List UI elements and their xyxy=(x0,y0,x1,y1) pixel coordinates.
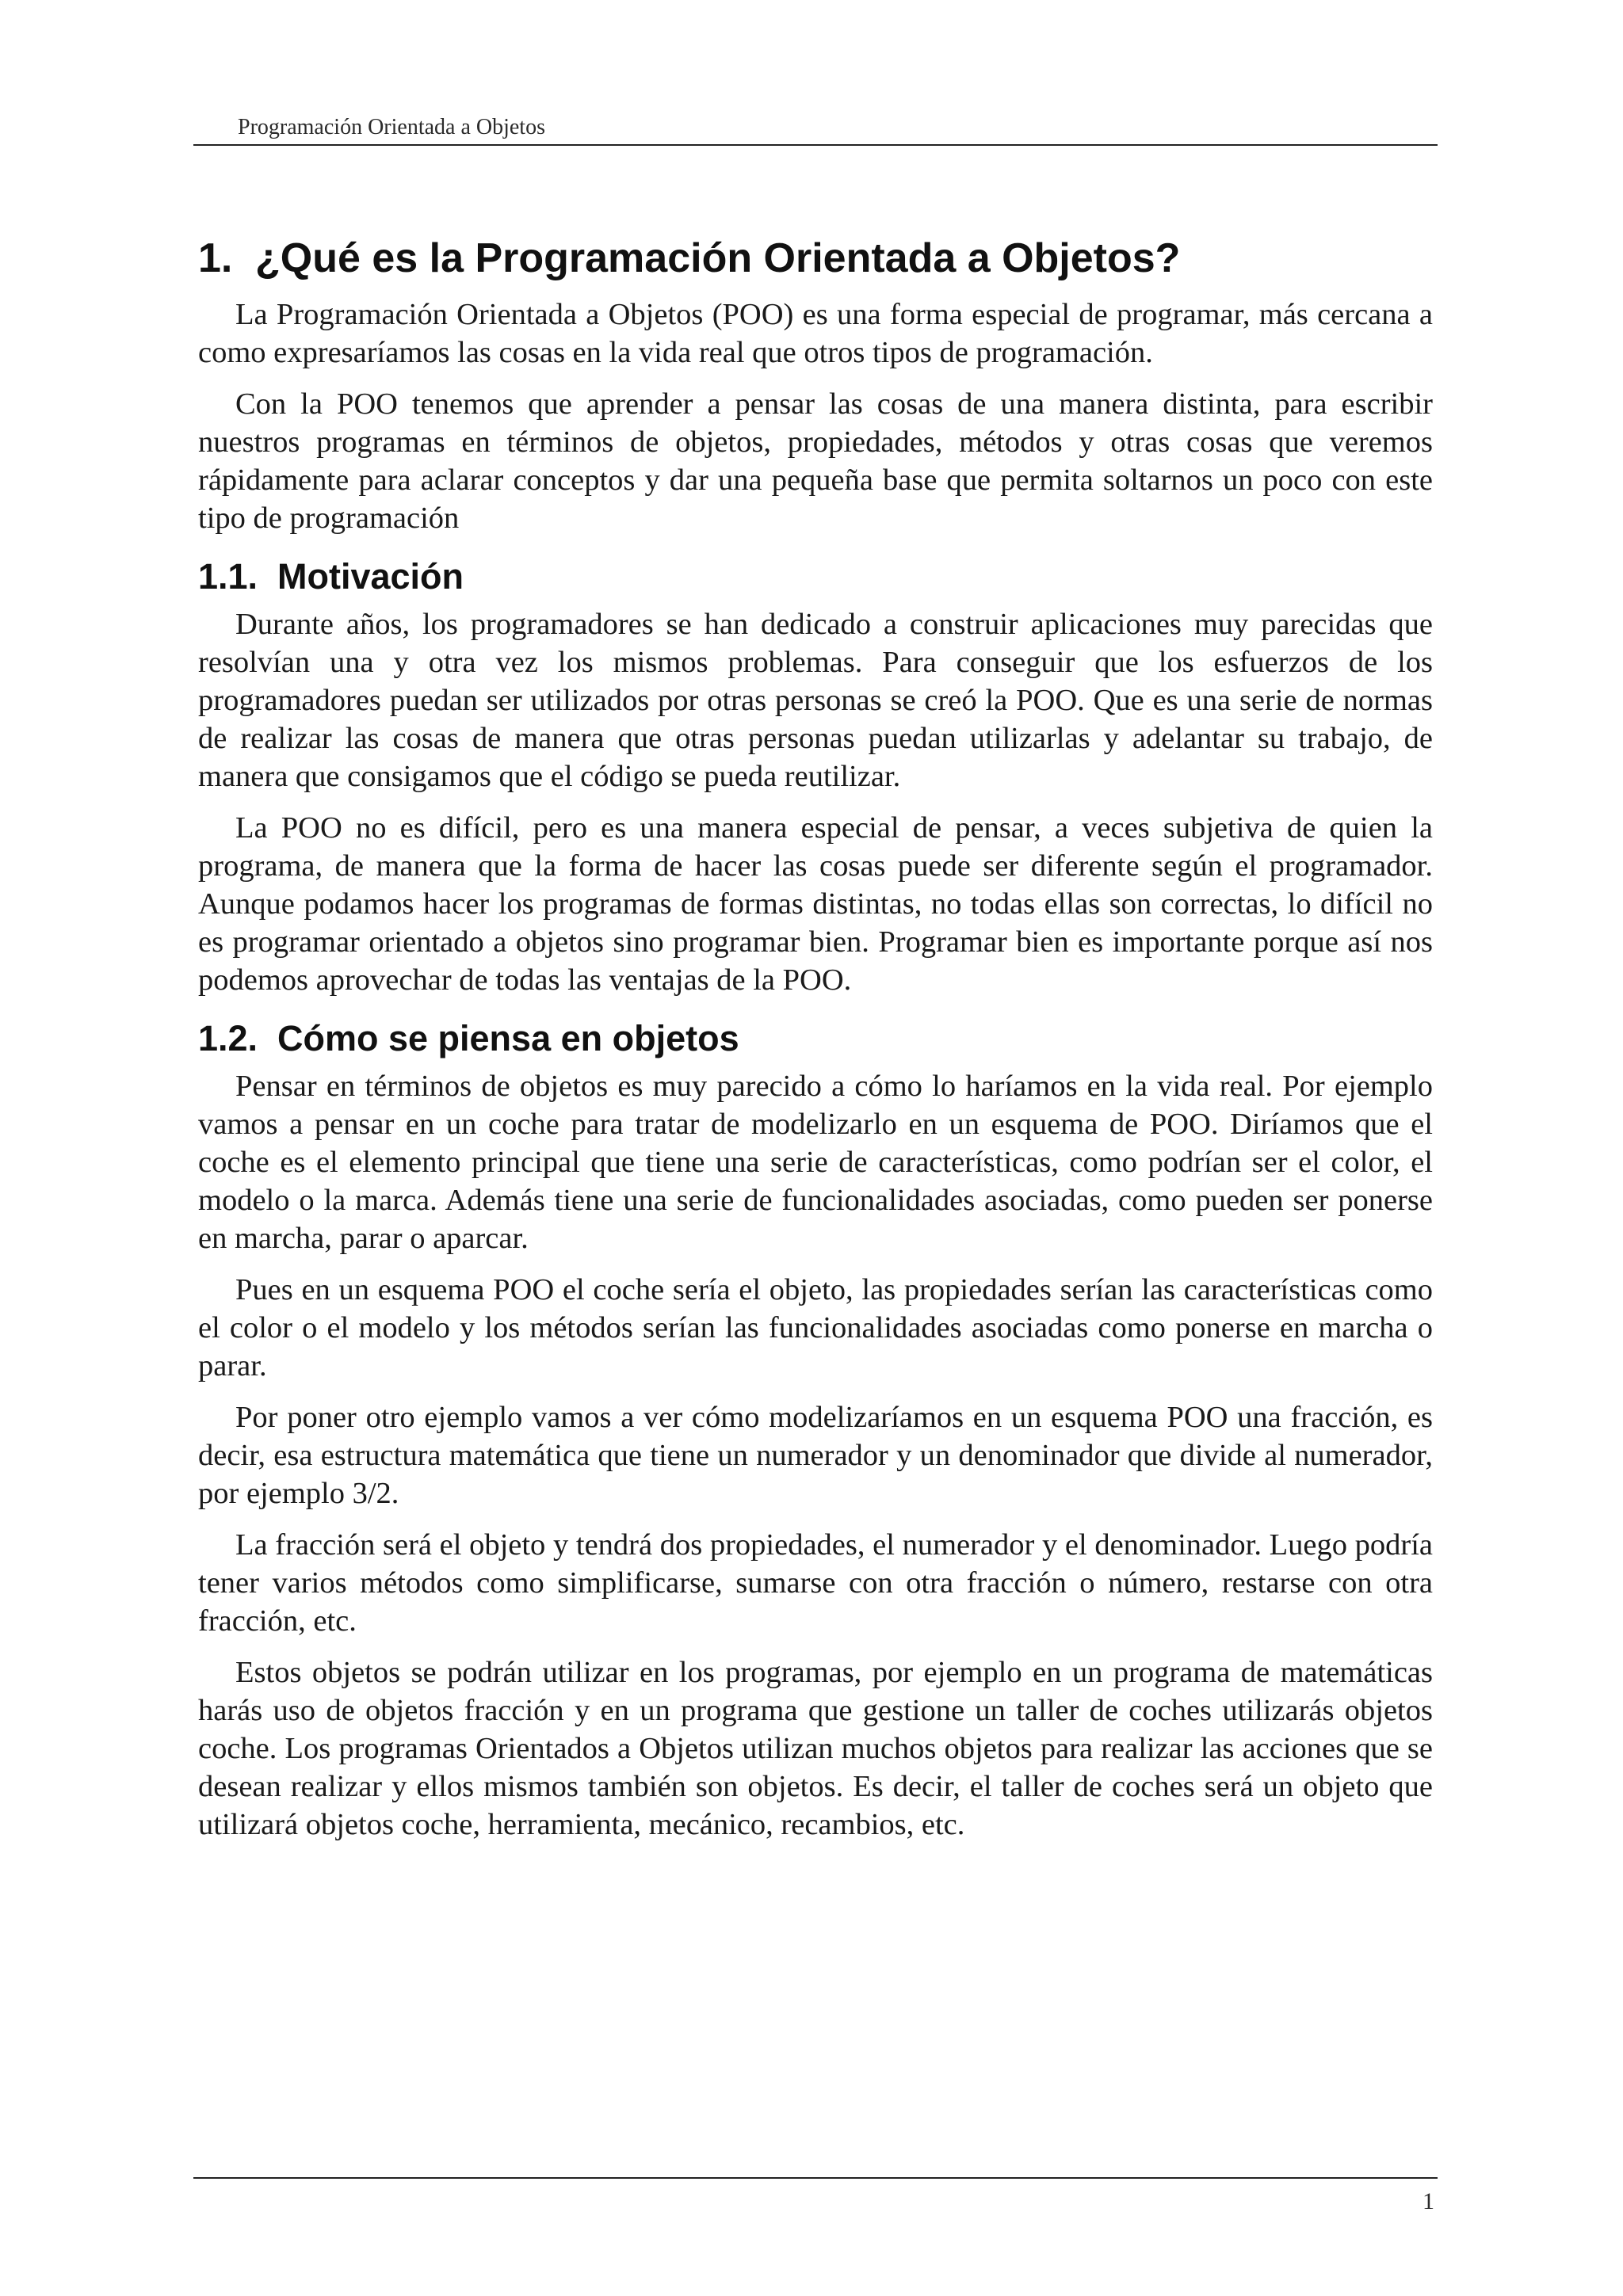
page-content xyxy=(198,234,1433,1857)
section-1-heading xyxy=(198,234,1433,283)
section-1-2-title: Cómo se piensa en objetos xyxy=(277,1018,739,1058)
section-1-1-title: Motivación xyxy=(277,556,464,597)
paragraph: Pensar en términos de objetos es muy parecido a cómo lo haríamos en la vida real. Por ejemplo vamos a pensar en un coche para tratar de modelizarlo en un esquema de POO. Diríamos que el coche es el elemento principal que tiene una serie de características, como podrían ser el color, el modelo o la marca. Además tiene una serie de funcionalidades asociadas, como pueden ser ponerse en marcha, parar o aparcar. xyxy=(198,1070,1433,1255)
section-1-1-heading xyxy=(198,555,1433,599)
paragraph: La POO no es difícil, pero es una manera especial de pensar, a veces subjetiva de quien la programa, de manera que la forma de hacer las cosas puede ser diferente según el programador. Aunque podamos hacer los programas de formas distintas, no todas ellas son correctas, lo difícil no es programar orientado a objetos sino programar bien. Programar bien es importante porque así nos podemos aprovechar de todas las ventajas de la POO. xyxy=(198,811,1433,997)
paragraph: Durante años, los programadores se han dedicado a construir aplicaciones muy parecidas que resolvían una y otra vez los mismos problemas. Para conseguir que los esfuerzos de los programadores puedan ser utilizados por otras personas se creó la POO. Que es una serie de normas de realizar las cosas de manera que otras personas puedan utilizarlas y adelantar su trabajo, de manera que consigamos que el código se pueda reutilizar. xyxy=(198,608,1433,793)
paragraph: Por poner otro ejemplo vamos a ver cómo modelizaríamos en un esquema POO una fracción, es decir, esa estructura matemática que tiene un numerador y un denominador que divide al numerador, por ejemplo 3/2. xyxy=(198,1401,1433,1510)
paragraph: Estos objetos se podrán utilizar en los programas, por ejemplo en un programa de matemáticas harás uso de objetos fracción y en un programa que gestione un taller de coches utilizarás objetos coche. Los programas Orientados a Objetos utilizan muchos objetos para realizar las acciones que se desean realizar y ellos mismos también son objetos. Es decir, el taller de coches será un objeto que utilizará objetos coche, herramienta, mecánico, recambios, etc. xyxy=(198,1656,1433,1841)
paragraph: Pues en un esquema POO el coche sería el objeto, las propiedades serían las características como el color o el modelo y los métodos serían las funcionalidades asociadas como ponerse en marcha o parar. xyxy=(198,1273,1433,1383)
section-1-2-heading xyxy=(198,1016,1433,1061)
page-number: 1 xyxy=(1423,2188,1434,2214)
running-header: Programación Orientada a Objetos xyxy=(238,115,545,139)
paragraph: La Programación Orientada a Objetos (POO) es una forma especial de programar, más cercana a como expresaríamos las cosas en la vida real que otros tipos de programación. xyxy=(198,298,1433,369)
paragraph: Con la POO tenemos que aprender a pensar las cosas de una manera distinta, para escribir nuestros programas en términos de objetos, propiedades, métodos y otras cosas que veremos rápidamente para aclarar conceptos y dar una pequeña base que permita soltarnos un poco con este tipo de programación xyxy=(198,387,1433,535)
paragraph: La fracción será el objeto y tendrá dos propiedades, el numerador y el denominador. Luego podría tener varios métodos como simplificarse, sumarse con otra fracción o número, restarse con otra fracción, etc. xyxy=(198,1528,1433,1638)
header-rule xyxy=(193,144,1438,146)
section-1-2-number: 1.2. xyxy=(198,1018,258,1058)
section-1-number: 1. xyxy=(198,235,233,281)
section-1-1-number: 1.1. xyxy=(198,556,258,597)
section-1-title: ¿Qué es la Programación Orientada a Objetos? xyxy=(255,235,1181,281)
footer-rule xyxy=(193,2177,1438,2179)
